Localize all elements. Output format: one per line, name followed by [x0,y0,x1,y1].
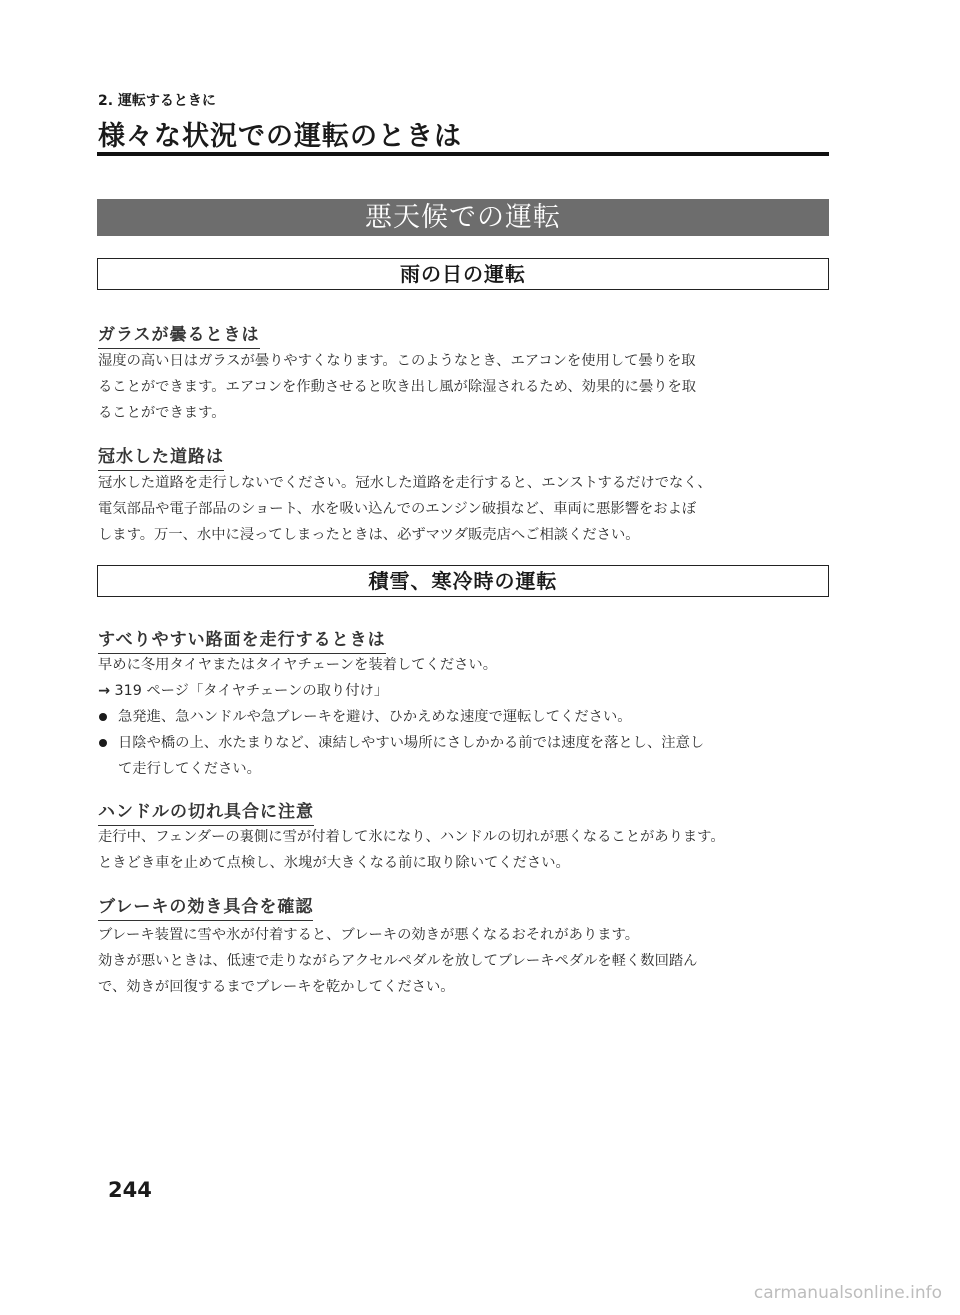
text-line: 電気部品や電子部品のショート、水を吸い込んでのエンジン破損など、車両に悪影響をおよぼ [98,501,697,517]
subheading-steering: ハンドルの切れ具合に注意 [98,797,314,826]
page-number: 244 [108,1178,152,1202]
chapter-label: 2. 運転するときに [98,93,216,109]
paragraph-flood [98,470,830,548]
page-title: 様々な状況での運転のときは [98,121,462,152]
text-line: 冠水した道路を走行しないでください。冠水した道路を走行すると、エンストするだけでなく、 [98,475,712,491]
text-line: 湿度の高い日はガラスが曇りやすくなります。このようなとき、エアコンを使用して曇りを取 [98,353,696,369]
text-line: ることができます。 [98,405,226,421]
paragraph-slippery [98,652,830,782]
list-item [98,730,830,782]
text-line: します。万一、水中に浸ってしまったときは、必ずマツダ販売店へご相談ください。 [98,527,640,543]
text-line: ブレーキ装置に雪や氷が付着すると、ブレーキの効きが悪くなるおそれがあります。 [98,927,639,943]
watermark: carmanualsonline.info [753,1283,942,1303]
paragraph-steering [98,824,830,876]
text-line: ときどき車を止めて点検し、氷塊が大きくなる前に取り除いてください。 [98,855,570,871]
text-line: で、効きが回復するまでブレーキを乾かしてください。 [98,979,455,995]
subheading-slippery: すべりやすい路面を走行するときは [98,625,386,654]
section-title-snow: 積雪、寒冷時の運転 [97,565,829,597]
paragraph-brake [98,922,830,1000]
text-line: 早めに冬用タイヤまたはタイヤチェーンを装着してください。 [98,657,498,673]
text-line: 急発進、急ハンドルや急ブレーキを避け、ひかえめな速度で運転してください。 [118,709,632,725]
text-line: ることができます。エアコンを作動させると吹き出し風が除湿されるため、効果的に曇りを取 [98,379,697,395]
list-item [98,704,830,730]
text-line: 効きが悪いときは、低速で走りながらアクセルペダルを放してブレーキペダルを軽く数回踏ん [98,953,698,969]
title-rule [97,152,829,156]
text-line: て走行してください。 [118,761,261,777]
paragraph-fog [98,348,830,426]
subheading-fog: ガラスが曇るときは [98,320,260,349]
reference-text: 319 ページ「タイヤチェーンの取り付け」 [109,683,389,699]
subheading-flood: 冠水した道路は [98,442,224,471]
arrow-right-icon: → [98,683,110,699]
subheading-brake: ブレーキの効き具合を確認 [98,892,313,921]
section-title-rain: 雨の日の運転 [97,258,829,290]
text-line: 日陰や橋の上、水たまりなど、凍結しやすい場所にさしかかる前では速度を落とし、注意し [118,735,705,751]
page-reference [98,678,830,704]
bullet-icon [99,713,107,721]
bullet-icon [99,739,107,747]
text-line: 走行中、フェンダーの裏側に雪が付着して氷になり、ハンドルの切れが悪くなることがあります。 [98,829,725,845]
section-banner: 悪天候での運転 [97,199,829,236]
